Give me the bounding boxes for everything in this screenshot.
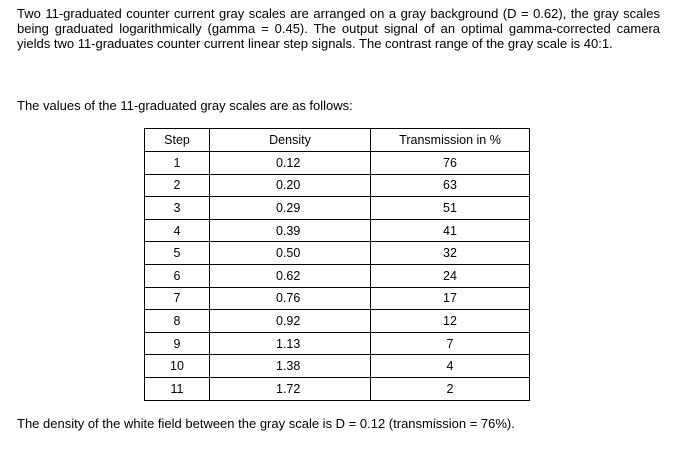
table-row bbox=[145, 287, 530, 310]
cell-step: 10 bbox=[145, 355, 210, 378]
cell-density: 0.20 bbox=[210, 174, 371, 197]
cell-step: 4 bbox=[145, 219, 210, 242]
cell-step: 1 bbox=[145, 152, 210, 175]
cell-density: 0.39 bbox=[210, 219, 371, 242]
cell-transmission: 76 bbox=[371, 152, 530, 175]
header-transmission: Transmission in % bbox=[371, 129, 530, 152]
cell-step: 2 bbox=[145, 174, 210, 197]
table-row bbox=[145, 152, 530, 175]
header-step: Step bbox=[145, 129, 210, 152]
cell-density: 1.13 bbox=[210, 332, 371, 355]
cell-step: 7 bbox=[145, 287, 210, 310]
cell-density: 1.38 bbox=[210, 355, 371, 378]
cell-density: 0.50 bbox=[210, 242, 371, 265]
table-row bbox=[145, 242, 530, 265]
cell-density: 0.12 bbox=[210, 152, 371, 175]
table-header-row bbox=[145, 129, 530, 152]
table-row bbox=[145, 219, 530, 242]
cell-step: 5 bbox=[145, 242, 210, 265]
cell-transmission: 63 bbox=[371, 174, 530, 197]
table-row bbox=[145, 174, 530, 197]
cell-transmission: 17 bbox=[371, 287, 530, 310]
cell-transmission: 51 bbox=[371, 197, 530, 220]
cell-density: 0.76 bbox=[210, 287, 371, 310]
cell-density: 1.72 bbox=[210, 377, 371, 400]
cell-transmission: 41 bbox=[371, 219, 530, 242]
cell-transmission: 2 bbox=[371, 377, 530, 400]
table-row bbox=[145, 197, 530, 220]
cell-step: 9 bbox=[145, 332, 210, 355]
cell-step: 8 bbox=[145, 310, 210, 333]
table-row bbox=[145, 332, 530, 355]
table-row bbox=[145, 355, 530, 378]
footer-note: The density of the white field between the gray scale is D = 0.12 (transmission = 76%). bbox=[17, 416, 515, 431]
table-row bbox=[145, 264, 530, 287]
cell-density: 0.92 bbox=[210, 310, 371, 333]
table-row bbox=[145, 377, 530, 400]
cell-transmission: 7 bbox=[371, 332, 530, 355]
gray-scale-table bbox=[144, 128, 530, 401]
cell-transmission: 12 bbox=[371, 310, 530, 333]
header-density: Density bbox=[210, 129, 371, 152]
cell-step: 11 bbox=[145, 377, 210, 400]
cell-transmission: 4 bbox=[371, 355, 530, 378]
cell-transmission: 24 bbox=[371, 264, 530, 287]
cell-density: 0.29 bbox=[210, 197, 371, 220]
table-intro-text: The values of the 11-graduated gray scales are as follows: bbox=[17, 98, 353, 113]
cell-step: 3 bbox=[145, 197, 210, 220]
intro-paragraph: Two 11-graduated counter current gray scales are arranged on a gray background (D = 0.62), the gray scales being graduated logarithmically (gamma = 0.45). The output signal of an optimal gamma-corrected camera yields two 11-graduates counter current linear step signals. The contrast range of the gray scale is 40:1. bbox=[17, 6, 660, 51]
cell-transmission: 32 bbox=[371, 242, 530, 265]
cell-density: 0.62 bbox=[210, 264, 371, 287]
cell-step: 6 bbox=[145, 264, 210, 287]
table-row bbox=[145, 310, 530, 333]
